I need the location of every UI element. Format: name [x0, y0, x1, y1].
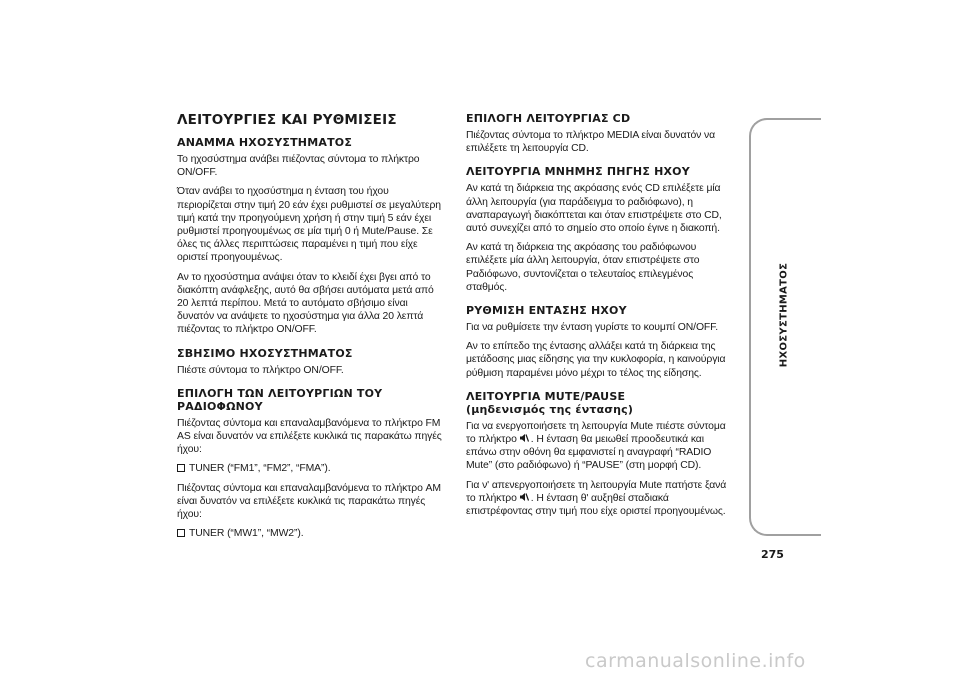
heading-cd-mode: ΕΠΙΛΟΓΗ ΛΕΙΤΟΥΡΓΙΑΣ CD	[466, 112, 631, 125]
text-power-on-2: Όταν ανάβει το ηχοσύστημα η ένταση του ήχου περιορίζεται στην τιμή 20 εάν έχει ρυθμιστεί σε μεγαλύτερη τιμή κατά την προηγούμενη χρήση ή στην τιμή 5 εάν έχει ρυθμιστεί προηγουμένως σε μία τιμή 0 ή Mute/Pause. Σε όλες τις άλλες περιπτώσεις παραμένει η τιμή που είχε οριστεί προηγουμένως.	[177, 186, 441, 264]
text-volume-1: Για να ρυθμίσετε την ένταση γυρίστε το κουμπί ON/OFF.	[466, 322, 719, 334]
heading-power-on: ΑΝΑΜΜΑ ΗΧΟΣΥΣΤΗΜΑΤΟΣ	[177, 136, 353, 149]
text-mute-1: Για να ενεργοποιήσετε τη λειτουργία Mute πιέστε σύντομα το πλήκτρο . Η ένταση θα μειωθεί προοδευτικά και επάνω στην οθόνη θα εμφανιστεί η αναγραφή “RADIO Mute” (στο ραδιόφωνο) ή “PAUSE” (στη μορφή CD).	[466, 420, 726, 472]
left-column	[177, 112, 445, 546]
watermark: carmanualsonline.info	[585, 650, 806, 672]
heading-power-off: ΣΒΗΣΙΜΟ ΗΧΟΣΥΣΤΗΜΑΤΟΣ	[177, 346, 353, 360]
bullet-text-mw: TUNER (“MW1”, “MW2”).	[189, 528, 304, 540]
section-power-on	[177, 136, 445, 337]
page-title: ΛΕΙΤΟΥΡΓΙΕΣ ΚΑΙ ΡΥΘΜΙΣΕΙΣ	[177, 112, 397, 128]
mute-speaker-icon	[519, 492, 529, 502]
text-power-on-1: Το ηχοσύστημα ανάβει πιέζοντας σύντομα το πλήκτρο ON/OFF.	[177, 154, 420, 179]
section-mute	[466, 390, 734, 518]
section-volume	[466, 304, 734, 380]
heading-mute-sub: (μηδενισμός της έντασης)	[466, 402, 634, 416]
text-cd-1: Πιέζοντας σύντομα το πλήκτρο MEDIA είναι δυνατόν να επιλέξετε τη λειτουργία CD.	[466, 130, 716, 155]
heading-mute: ΛΕΙΤΟΥΡΓΙΑ MUTE/PAUSE	[466, 389, 626, 403]
heading-source-memory: ΛΕΙΤΟΥΡΓΙΑ ΜΝΗΜΗΣ ΠΗΓΗΣ ΗΧΟΥ	[466, 165, 690, 179]
heading-radio-modes: ΕΠΙΛΟΓΗ ΤΩΝ ΛΕΙΤΟΥΡΓΙΩΝ ΤΟΥ ΡΑΔΙΟΦΩΝΟΥ	[177, 386, 383, 413]
checkbox-bullet-icon	[177, 529, 185, 537]
mute-speaker-icon	[519, 433, 529, 443]
heading-volume: ΡΥΘΜΙΣΗ ΕΝΤΑΣΗΣ ΗΧΟΥ	[466, 304, 627, 318]
text-radio-1: Πιέζοντας σύντομα και επαναλαμβανόμενα το πλήκτρο FM AS είναι δυνατόν να επιλέξετε κυκλικά τις παρακάτω πηγές ήχου:	[177, 417, 442, 456]
checkbox-bullet-icon	[177, 464, 185, 472]
section-source-memory	[466, 165, 734, 294]
text-radio-2: Πιέζοντας σύντομα και επαναλαμβανόμενα το πλήκτρο AM είναι δυνατόν να επιλέξετε κυκλικά τις παρακάτω πηγές ήχου:	[177, 482, 441, 521]
section-radio-modes	[177, 387, 445, 541]
text-memory-2: Αν κατά τη διάρκεια της ακρόασης του ραδιόφωνου επιλέξετε μία άλλη λειτουργία, όταν επιστρέψετε στο Ραδιόφωνο, συντονίζεται ο τελευταίος επιλεγμένος σταθμός.	[466, 242, 700, 293]
text-volume-2: Αν το επίπεδο της έντασης αλλάξει κατά τη διάρκεια της μετάδοσης μιας είδησης για την κυκλοφορία, η καινούργια ρύθμιση παραμένει μόνο μέχρι το τέλος της είδησης.	[466, 341, 726, 379]
text-mute-2: Για ν' απενεργοποιήσετε τη λειτουργία Mute πατήστε ξανά το πλήκτρο . Η ένταση θ' αυξηθεί σταδιακά επιστρέφοντας στην τιμή που είχε οριστεί προηγουμένως.	[466, 479, 727, 518]
bullet-item-mw	[177, 527, 445, 540]
text-power-off-1: Πιέστε σύντομα το πλήκτρο ON/OFF.	[177, 364, 344, 376]
bullet-item-fm	[177, 462, 445, 475]
right-column	[466, 112, 734, 524]
section-cd-mode	[466, 112, 734, 155]
page-number: 275	[761, 548, 784, 561]
chapter-side-title: ΗΧΟΣΥΣΤΗΜΑΤΟΣ	[778, 262, 790, 368]
text-power-on-3: Αν το ηχοσύστημα ανάψει όταν το κλειδί έχει βγει από το διακόπτη ανάφλεξης, αυτό θα σβήσει αυτόματα μετά από 20 λεπτά περίπου. Μετά το αυτόματο σβήσιμο είναι δυνατόν να ανάψετε το ηχοσύστημα για άλλα 20 λεπτά πιέζοντας το πλήκτρο ON/OFF.	[177, 271, 434, 336]
text-memory-1: Αν κατά τη διάρκεια της ακρόασης ενός CD επιλέξετε μία άλλη λειτουργία (για παράδειγμα το ραδιόφωνο), η αναπαραγωγή διακόπτεται και όταν επιστρέψετε στο CD, αυτό συνεχίζει από το σημείο στο οποίο έγινε η διακοπή.	[466, 183, 722, 235]
section-power-off	[177, 347, 445, 377]
bullet-text-fm: TUNER (“FM1”, “FM2”, “FMA”).	[189, 463, 331, 475]
